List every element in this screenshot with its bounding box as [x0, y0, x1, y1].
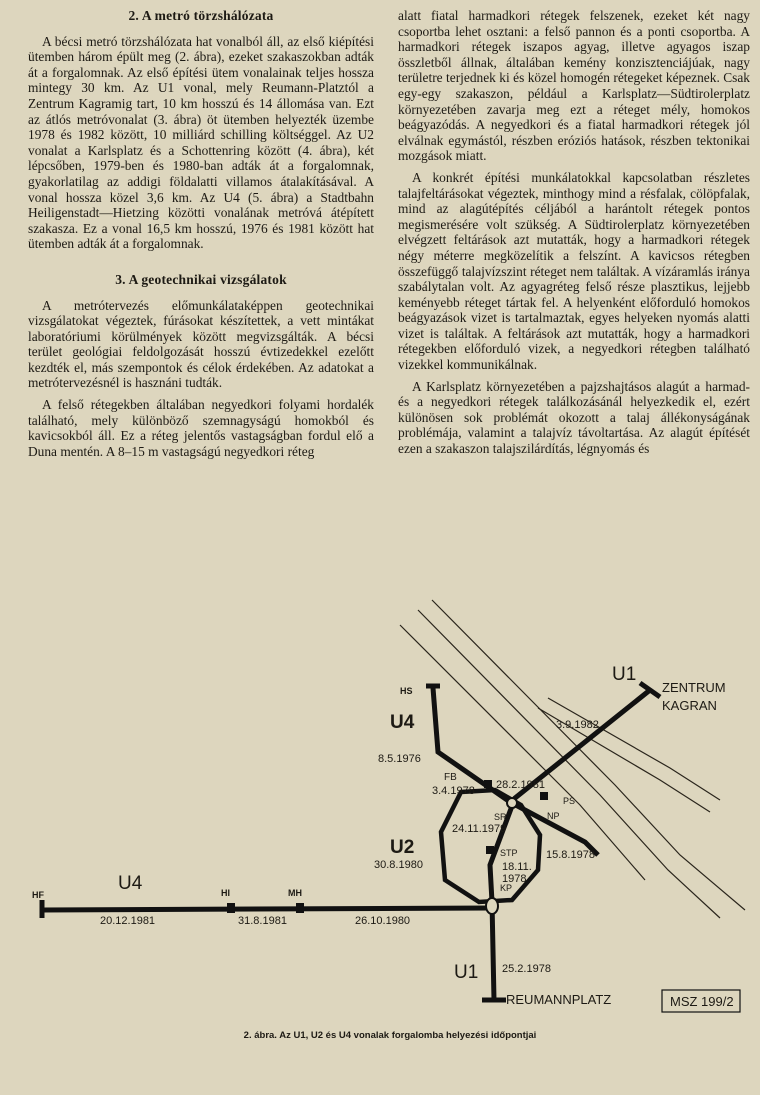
date-label: 25.2.1978	[502, 963, 551, 975]
terminal-zentrum: ZENTRUM	[662, 680, 726, 695]
metro-network-map	[20, 580, 750, 1020]
figure-caption	[180, 1030, 600, 1042]
station-mh: MH	[288, 888, 302, 898]
date-label: 1978	[502, 873, 527, 885]
stamp-text: MSZ 199/2	[670, 994, 734, 1009]
date-label: 8.5.1976	[378, 753, 421, 765]
station-np: NP	[547, 811, 560, 821]
date-label: 15.8.1978	[546, 849, 595, 861]
u1-line	[490, 690, 650, 1000]
station-kp: KP	[500, 883, 513, 893]
label-u4-left: U4	[118, 873, 143, 894]
date-label: 30.8.1980	[374, 859, 423, 871]
date-label: 26.10.1980	[355, 915, 411, 927]
right-text-column	[398, 8, 750, 463]
station-hi: HI	[221, 888, 230, 898]
terminal-reumannplatz: REUMANNPLATZ	[506, 992, 612, 1007]
paragraph: A Karlsplatz környezetében a pajzshajtásos alagút a harmad- és a negyedkori rétegek találkozásánál helyezkedik el, ezért különösen sok problémát okozott a talaj állékonyságának problémája, valamint a talajvíz távoltartása. Az alagút építését ezen a szakaszon talajszilárdítás, légnyomás és	[398, 378, 750, 457]
station-markers	[227, 780, 548, 913]
date-label: 28.2.1981	[496, 779, 545, 791]
station-hf: HF	[32, 890, 44, 900]
paragraph: A felső rétegekben általában negyedkori folyami hordalék található, mely különböző szemnagyságú homokból és kavicsokból áll. Ez a réteg jelentős vastagságban fordul elő a Duna mentén. A 8–15 m vastagságú negyedkori réteg	[28, 397, 374, 459]
paragraph: A bécsi metró törzshálózata hat vonalból áll, az első kiépítési ütemben három épült meg (2. ábra), ezeket szakaszokban adták át a forgalomnak. Az első építési ütem vonalainak teljes hossza mintegy 30 km. Az U1 vonal, mely Reumann-Platztól a Zentrum Kagramig tart, 10 km hosszú és 14 állomása van. Ezt az átlós metróvonalat (3. ábra) öt ütemben helyezték üzembe 1978 és 1982 között, 10 milliárd schilling költséggel. Az U2 vonalat a Karlsplatz és a Schottenring között (4. ábra), két lépcsőben, 1979-ben és 1980-ban adták át a forgalomnak, gyakorlatilag az addigi földalatti villamos átalakításával. A vonal hossza közel 3,6 km. Az U4 (5. ábra) a Stadtbahn Heiligenstadt—Hietzing közötti vonalának metróvá átépített szakasza. Ez a vonal 16,5 km hosszú, 1976 és 1981 között hat ütemben adták át a forgalomnak.	[28, 33, 374, 252]
u4-west-line	[42, 908, 492, 910]
label-u1-top: U1	[612, 664, 637, 685]
label-u2: U2	[390, 837, 415, 858]
date-label: 24.11.1979	[452, 823, 507, 835]
station-hs: HS	[400, 686, 413, 696]
date-label: 18.11.	[502, 861, 532, 873]
label-u1-bottom: U1	[454, 962, 479, 983]
station-fb: FB	[444, 772, 457, 783]
paragraph: A metrótervezés előmunkálataképpen geotechnikai vizsgálatokat végeztek, fúrásokat készítettek, a vett mintákat laboratóriumi körülmények között megvizsgálták. A bécsi terület geológiai feldolgozását hosszú évtizedekkel ezelőtt kezdték el, más szempontok és célok érdekében. Az adatokat a metrótervezésnél is hasznáni tudták.	[28, 297, 374, 391]
date-label: 3.4.1978	[432, 785, 475, 797]
left-text-column	[28, 8, 374, 465]
section-heading-2: 2. A metró törzshálózata	[128, 8, 274, 23]
caption-line: 2. ábra. Az U1, U2 és U4 vonalak forgalomba helyezési időpontjai	[243, 1030, 537, 1041]
station-sr: SR	[494, 812, 507, 822]
label-u4-top: U4	[390, 712, 415, 733]
date-label: 3.9.1982	[556, 719, 599, 731]
station-ps: PS	[563, 796, 576, 806]
station-stp: STP	[500, 848, 518, 858]
paragraph: A konkrét építési munkálatokkal kapcsolatban részletes talajfeltárásokat végeztek, minthogy mind a résfalak, cölöpfalak, mind az alagútépítés céljából a harántolt rétegek pontos megismerésére volt szükség. A Südtirolerplatz környezetében elvégzett feltárások azt mutatták, hogy a harmadkori rétegek négy méterre megközelítik a felszínt. A kavicsos rétegben összefüggő talajvízszint réteget nem találtak. A vízáramlás iránya szabálytalan volt. Az agyagréteg felső része plasztikus, lejjebb keményebb réteget tártak fel. A helyenként előforduló homokos beágyazások vizet is tartalmaztak, egyes helyeken nyomás alatti vizet is találtak. A feltárások azt mutatták, hogy a harmadkori rétegekben előforduló vizek, a negyedkori rétegben található vizekkel kommunikálnak.	[398, 169, 750, 373]
section-heading-3: 3. A geotechnikai vizsgálatok	[115, 271, 287, 287]
date-label: 20.12.1981	[100, 915, 156, 927]
paragraph: alatt fiatal harmadkori rétegek felszenek, ezeket két nagy csoportba lehet osztani: a felső pannon és a ponti csoportba. A harmadkori rétegek iszapos agyag, illetve agyagos iszap összletből állnak, általában kemény konzisztenciájúak, nagy területre terjednek ki és közel homogén rétegeket képeznek. Csak egy-egy szakaszon, például a Karlsplatz—Südtirolerplatz környezetében zavarja meg ezt a réteget mély, homokos beágyazódás. A negyedkori és a fiatal harmadkori rétegek jól elválnak egymástól, részben eróziós hatások, részben tektonikai mozgások miatt.	[398, 8, 750, 164]
date-label: 31.8.1981	[238, 915, 287, 927]
terminal-kagran: KAGRAN	[662, 698, 717, 713]
